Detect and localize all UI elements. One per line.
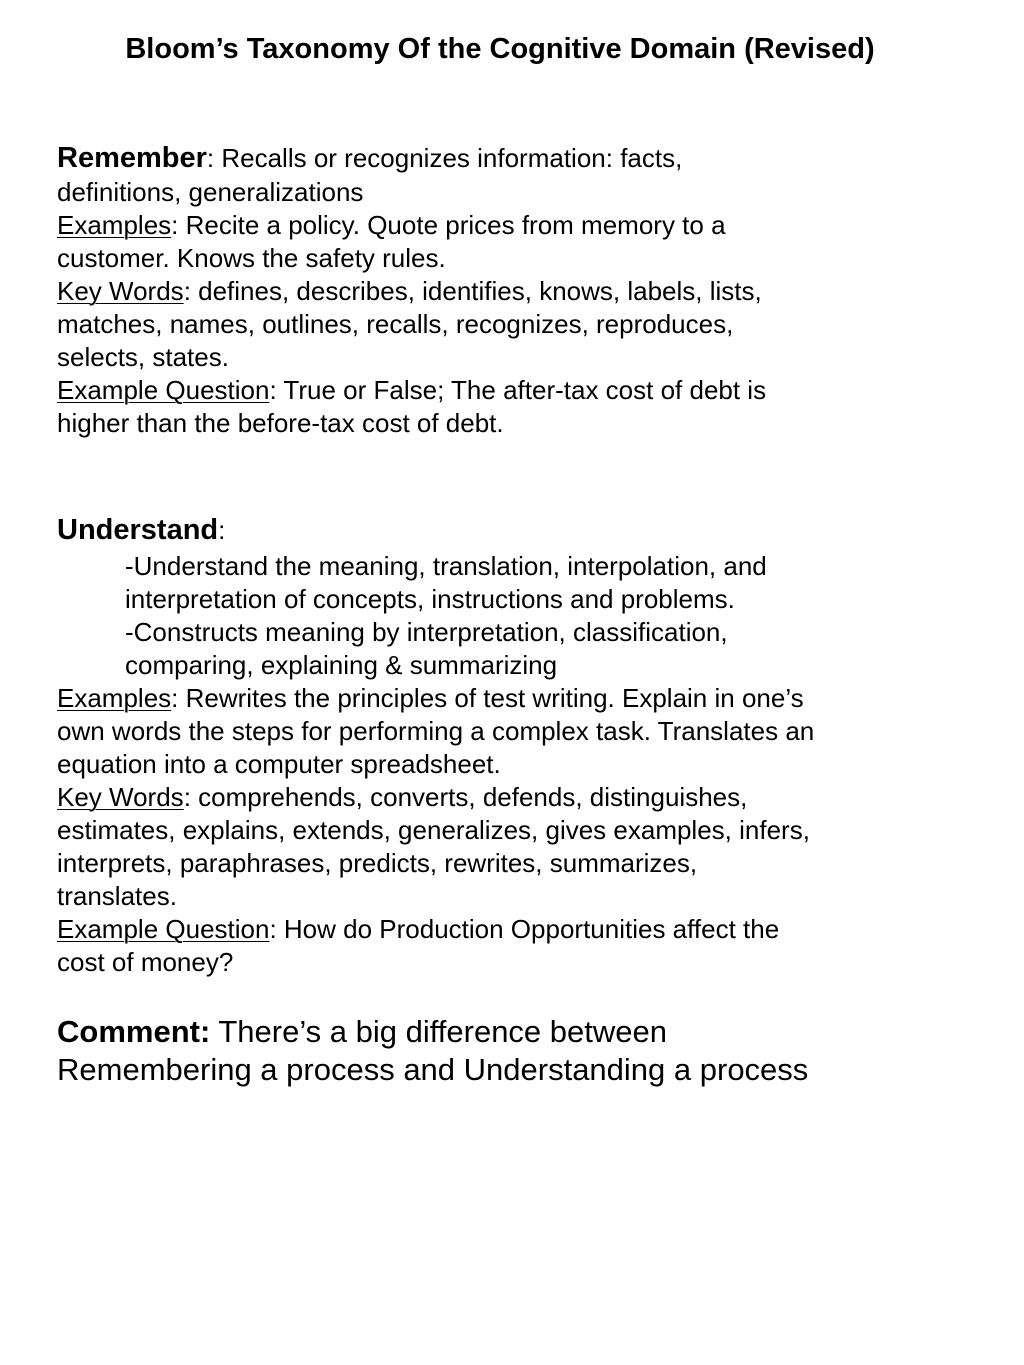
remember-examples-line [57,209,957,242]
comment-text: There’s a big difference between [210,1014,667,1049]
comment-label: Comment: [57,1014,211,1049]
understand-definition-line: comparing, explaining & summarizing [125,650,558,680]
comment-text: Remembering a process and Understanding a process [57,1052,809,1087]
remember-section [57,142,957,440]
understand-question-line [57,913,957,946]
understand-keywords-line [57,781,957,814]
comment-first-line [57,1013,957,1051]
remember-keywords-line [57,275,957,308]
understand-section [57,514,957,979]
understand-examples-text: own words the steps for performing a complex task. Translates an [57,716,815,746]
understand-question-label: Example Question [57,914,270,944]
page-title: Bloom’s Taxonomy Of the Cognitive Domain (Revised) [125,33,875,65]
remember-heading: Remember [57,142,207,174]
remember-examples-label: Examples [57,210,172,240]
understand-keywords-label: Key Words [57,782,184,812]
understand-examples-label: Examples [57,683,172,713]
understand-examples-text: : Rewrites the principles of test writing. Explain in one’s [171,683,804,713]
remember-keywords-text: selects, states. [57,342,229,372]
remember-examples-text: customer. Knows the safety rules. [57,243,446,273]
understand-definition-line: -Understand the meaning, translation, interpolation, and [125,551,767,581]
remember-definition-line: definitions, generalizations [57,177,364,207]
remember-keywords-label: Key Words [57,276,184,306]
remember-first-line [57,142,957,176]
understand-question-text: : How do Production Opportunities affect the [269,914,780,944]
understand-keywords-text: interprets, paraphrases, predicts, rewrites, summarizes, [57,848,698,878]
remember-question-line [57,374,957,407]
remember-question-text: : True or False; The after-tax cost of debt is [269,375,767,405]
understand-keywords-text: estimates, explains, extends, generalizes, gives examples, infers, [57,815,810,845]
understand-question-text: cost of money? [57,947,234,977]
understand-heading-line [57,514,957,550]
understand-examples-text: equation into a computer spreadsheet. [57,749,501,779]
understand-keywords-text: : comprehends, converts, defends, distinguishes, [183,782,748,812]
understand-heading: Understand [57,514,219,546]
remember-heading-colon: : [206,143,215,173]
remember-keywords-text: : defines, describes, identifies, knows, labels, lists, [183,276,762,306]
remember-examples-text: : Recite a policy. Quote prices from memory to a [171,210,726,240]
understand-heading-colon: : [218,515,226,545]
remember-definition-line: Recalls or recognizes information: facts, [214,143,683,173]
understand-keywords-text: translates. [57,881,177,911]
remember-keywords-text: matches, names, outlines, recalls, recognizes, reproduces, [57,309,734,339]
remember-question-text: higher than the before-tax cost of debt. [57,408,504,438]
understand-examples-line [57,682,957,715]
remember-question-label: Example Question [57,375,270,405]
comment-section [57,1013,957,1089]
understand-definition-line: -Constructs meaning by interpretation, classification, [125,617,728,647]
understand-definition-line: interpretation of concepts, instructions and problems. [125,584,735,614]
